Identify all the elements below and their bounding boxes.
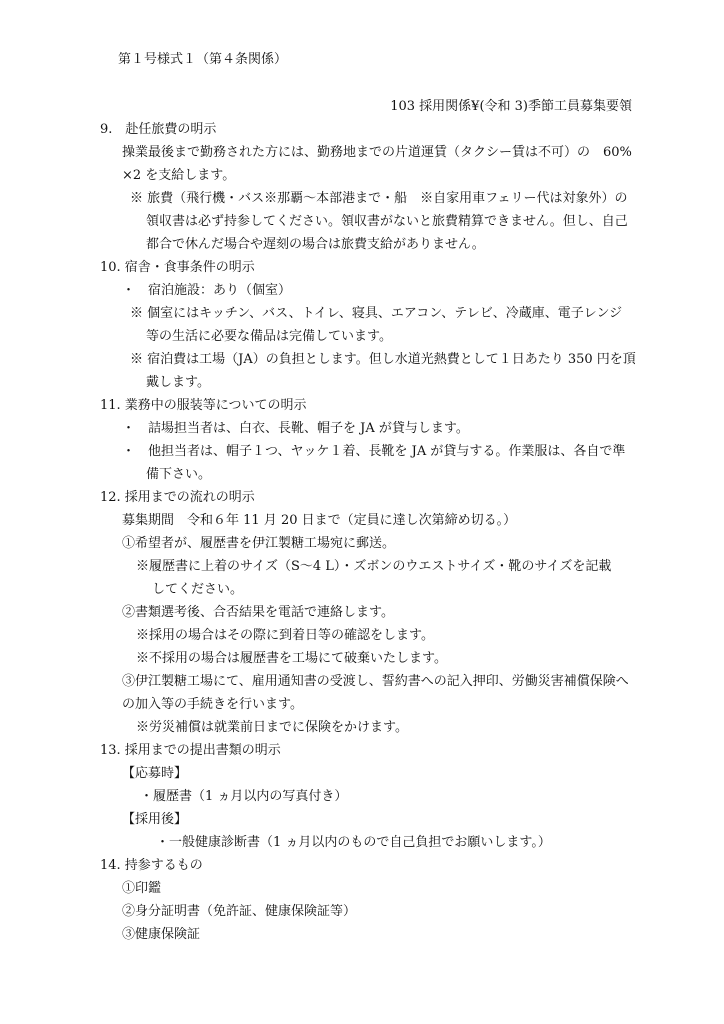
step-item: ②書類選考後、合否結果を電話で連絡します。 bbox=[122, 605, 394, 620]
note-line: ※不採用の場合は履歴書を工場にて破棄いたします。 bbox=[136, 651, 447, 666]
section-heading: 9. 赴任旅費の明示 bbox=[100, 122, 217, 137]
step-item-continued: の加入等の手続きを行います。 bbox=[122, 697, 303, 712]
step-item: ③伊江製糖工場にて、雇用通知書の受渡し、誓約書への記入押印、労働災害補償保険へ bbox=[122, 674, 629, 689]
note-line: 都合で休んだ場合や遅刻の場合は旅費支給がありません。 bbox=[146, 237, 485, 252]
section-13 bbox=[100, 739, 640, 854]
note-line: 等の生活に必要な備品は完備しています。 bbox=[146, 329, 392, 344]
section-9 bbox=[100, 118, 640, 256]
apply-label: 【応募時】 bbox=[122, 766, 188, 781]
section-heading: 10. 宿舎・食事条件の明示 bbox=[100, 260, 255, 275]
section-11 bbox=[100, 394, 640, 486]
section-heading: 13. 採用までの提出書類の明示 bbox=[100, 743, 281, 758]
apply-item: ・履歴書（1 ヵ月以内の写真付き） bbox=[140, 789, 348, 804]
note-line: ※採用の場合はその際に到着日等の確認をします。 bbox=[136, 628, 434, 643]
list-item: ③健康保険証 bbox=[122, 927, 201, 942]
bullet-item: ・ 詰場担当者は、白衣、長靴、帽子を JA が貸与します。 bbox=[122, 421, 469, 436]
paragraph-line: ×2 を支給します。 bbox=[122, 168, 236, 183]
bullet-item: ・ 他担当者は、帽子１つ、ヤッケ１着、長靴を JA が貸与する。作業服は、各自で準 bbox=[122, 444, 626, 459]
paragraph-line: 操業最後まで勤務された方には、勤務地までの片道運賃（タクシー賃は不可）の 60% bbox=[122, 145, 632, 160]
list-item: ②身分証明書（免許証、健康保険証等） bbox=[122, 904, 357, 919]
bullet-item-continued: 備下さい。 bbox=[146, 467, 212, 482]
note-line: ※履歴書に上着のサイズ（S～4 L）・ズボンのウエストサイズ・靴のサイズを記載 bbox=[136, 559, 612, 574]
document-reference: 103 採用関係¥(令和 3)季節工員募集要領 bbox=[390, 99, 632, 114]
document-body bbox=[100, 118, 640, 946]
step-item: ①希望者が、履歴書を伊江製糖工場宛に郵送。 bbox=[122, 536, 396, 551]
section-heading: 11. 業務中の服装等についての明示 bbox=[100, 398, 307, 413]
note-line: ※ 旅費（飛行機・バス※那覇～本部港まで・船 ※自家用車フェリー代は対象外）の bbox=[130, 191, 628, 206]
section-12 bbox=[100, 486, 640, 739]
form-label: 第１号様式１（第４条関係） bbox=[118, 52, 288, 67]
note-line: ※ 宿泊費は工場（JA）の負担とします。但し水道光熱費として１日あたり 350 円を頂 bbox=[130, 352, 636, 367]
note-line: 領収書は必ず持参してください。領収書がないと旅費精算できません。但し、自己 bbox=[146, 214, 628, 229]
note-line: してください。 bbox=[152, 582, 244, 597]
hire-label: 【採用後】 bbox=[122, 812, 188, 827]
hire-item: ・一般健康診断書（1 ヵ月以内のもので自己負担でお願いします。） bbox=[156, 835, 551, 850]
section-heading: 14. 持参するもの bbox=[100, 858, 203, 873]
section-10 bbox=[100, 256, 640, 394]
bullet-item: ・ 宿泊施設：あり（個室） bbox=[122, 283, 292, 298]
list-item: ①印鑑 bbox=[122, 881, 162, 896]
section-heading: 12. 採用までの流れの明示 bbox=[100, 490, 255, 505]
recruitment-period: 募集期間 令和６年 11 月 20 日まで（定員に達し次第締め切る。） bbox=[122, 513, 517, 528]
note-line: 戴します。 bbox=[146, 375, 210, 390]
note-line: ※ 個室にはキッチン、バス、トイレ、寝具、エアコン、テレビ、冷蔵庫、電子レンジ bbox=[130, 306, 623, 321]
note-line: ※労災補償は就業前日までに保険をかけます。 bbox=[136, 720, 408, 735]
section-14 bbox=[100, 854, 640, 946]
